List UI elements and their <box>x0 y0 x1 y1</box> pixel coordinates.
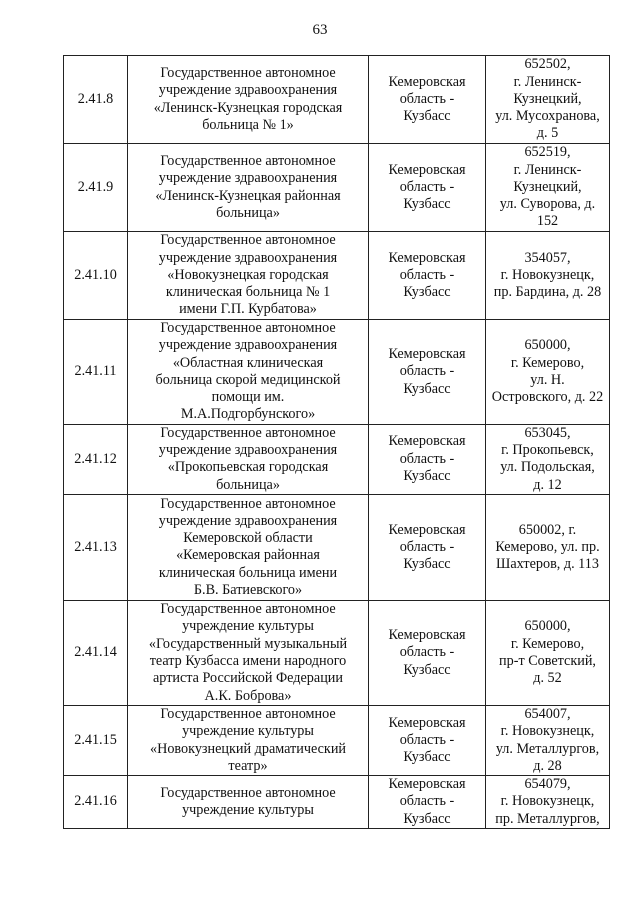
organization-name: Государственное автономное учреждение культуры <box>128 776 369 829</box>
region: Кемеровская область - Кузбасс <box>369 144 486 232</box>
organization-name: Государственное автономное учреждение здравоохранения «Прокопьевская городская больница» <box>128 424 369 494</box>
row-number: 2.41.10 <box>64 232 128 320</box>
region: Кемеровская область - Кузбасс <box>369 56 486 144</box>
table-row <box>64 144 610 232</box>
table-row <box>64 600 610 705</box>
organization-name: Государственное автономное учреждение здравоохранения Кемеровской области «Кемеровская районная клиническая больница имени Б.В. Батиевского» <box>128 494 369 600</box>
organization-name: Государственное автономное учреждение культуры «Государственный музыкальный театр Кузбасса имени народного артиста Российской Федерации А.К. Боброва» <box>128 600 369 705</box>
organization-name: Государственное автономное учреждение здравоохранения «Областная клиническая больница скорой медицинской помощи им. М.А.Подгорбунского» <box>128 320 369 425</box>
row-number: 2.41.8 <box>64 56 128 144</box>
page-number: 63 <box>312 22 328 38</box>
address: 650000, г. Кемерово, ул. Н. Островского, д. 22 <box>486 320 610 425</box>
region: Кемеровская область - Кузбасс <box>369 705 486 775</box>
region: Кемеровская область - Кузбасс <box>369 424 486 494</box>
region: Кемеровская область - Кузбасс <box>369 776 486 829</box>
organizations-table <box>63 55 610 829</box>
row-number: 2.41.15 <box>64 705 128 775</box>
organization-name: Государственное автономное учреждение здравоохранения «Ленинск-Кузнецкая городская больница № 1» <box>128 56 369 144</box>
address: 650002, г. Кемерово, ул. пр. Шахтеров, д. 113 <box>486 494 610 600</box>
address: 654007, г. Новокузнецк, ул. Металлургов, д. 28 <box>486 705 610 775</box>
row-number: 2.41.12 <box>64 424 128 494</box>
table-row <box>64 705 610 775</box>
row-number: 2.41.11 <box>64 320 128 425</box>
address: 354057, г. Новокузнецк, пр. Бардина, д. 28 <box>486 232 610 320</box>
row-number: 2.41.13 <box>64 494 128 600</box>
table-row <box>64 232 610 320</box>
organization-name: Государственное автономное учреждение здравоохранения «Ленинск-Кузнецкая районная больница» <box>128 144 369 232</box>
address: 653045, г. Прокопьевск, ул. Подольская, д. 12 <box>486 424 610 494</box>
organization-name: Государственное автономное учреждение культуры «Новокузнецкий драматический театр» <box>128 705 369 775</box>
region: Кемеровская область - Кузбасс <box>369 320 486 425</box>
table-row <box>64 56 610 144</box>
address: 650000, г. Кемерово, пр-т Советский, д. 52 <box>486 600 610 705</box>
region: Кемеровская область - Кузбасс <box>369 232 486 320</box>
region: Кемеровская область - Кузбасс <box>369 600 486 705</box>
address: 654079, г. Новокузнецк, пр. Металлургов, <box>486 776 610 829</box>
row-number: 2.41.14 <box>64 600 128 705</box>
address: 652519, г. Ленинск- Кузнецкий, ул. Суворова, д. 152 <box>486 144 610 232</box>
row-number: 2.41.16 <box>64 776 128 829</box>
address: 652502, г. Ленинск- Кузнецкий, ул. Мусохранова, д. 5 <box>486 56 610 144</box>
organization-name: Государственное автономное учреждение здравоохранения «Новокузнецкая городская клиническая больница № 1 имени Г.П. Курбатова» <box>128 232 369 320</box>
region: Кемеровская область - Кузбасс <box>369 494 486 600</box>
table-row <box>64 424 610 494</box>
table-row <box>64 320 610 425</box>
table-row <box>64 776 610 829</box>
row-number: 2.41.9 <box>64 144 128 232</box>
table-row <box>64 494 610 600</box>
